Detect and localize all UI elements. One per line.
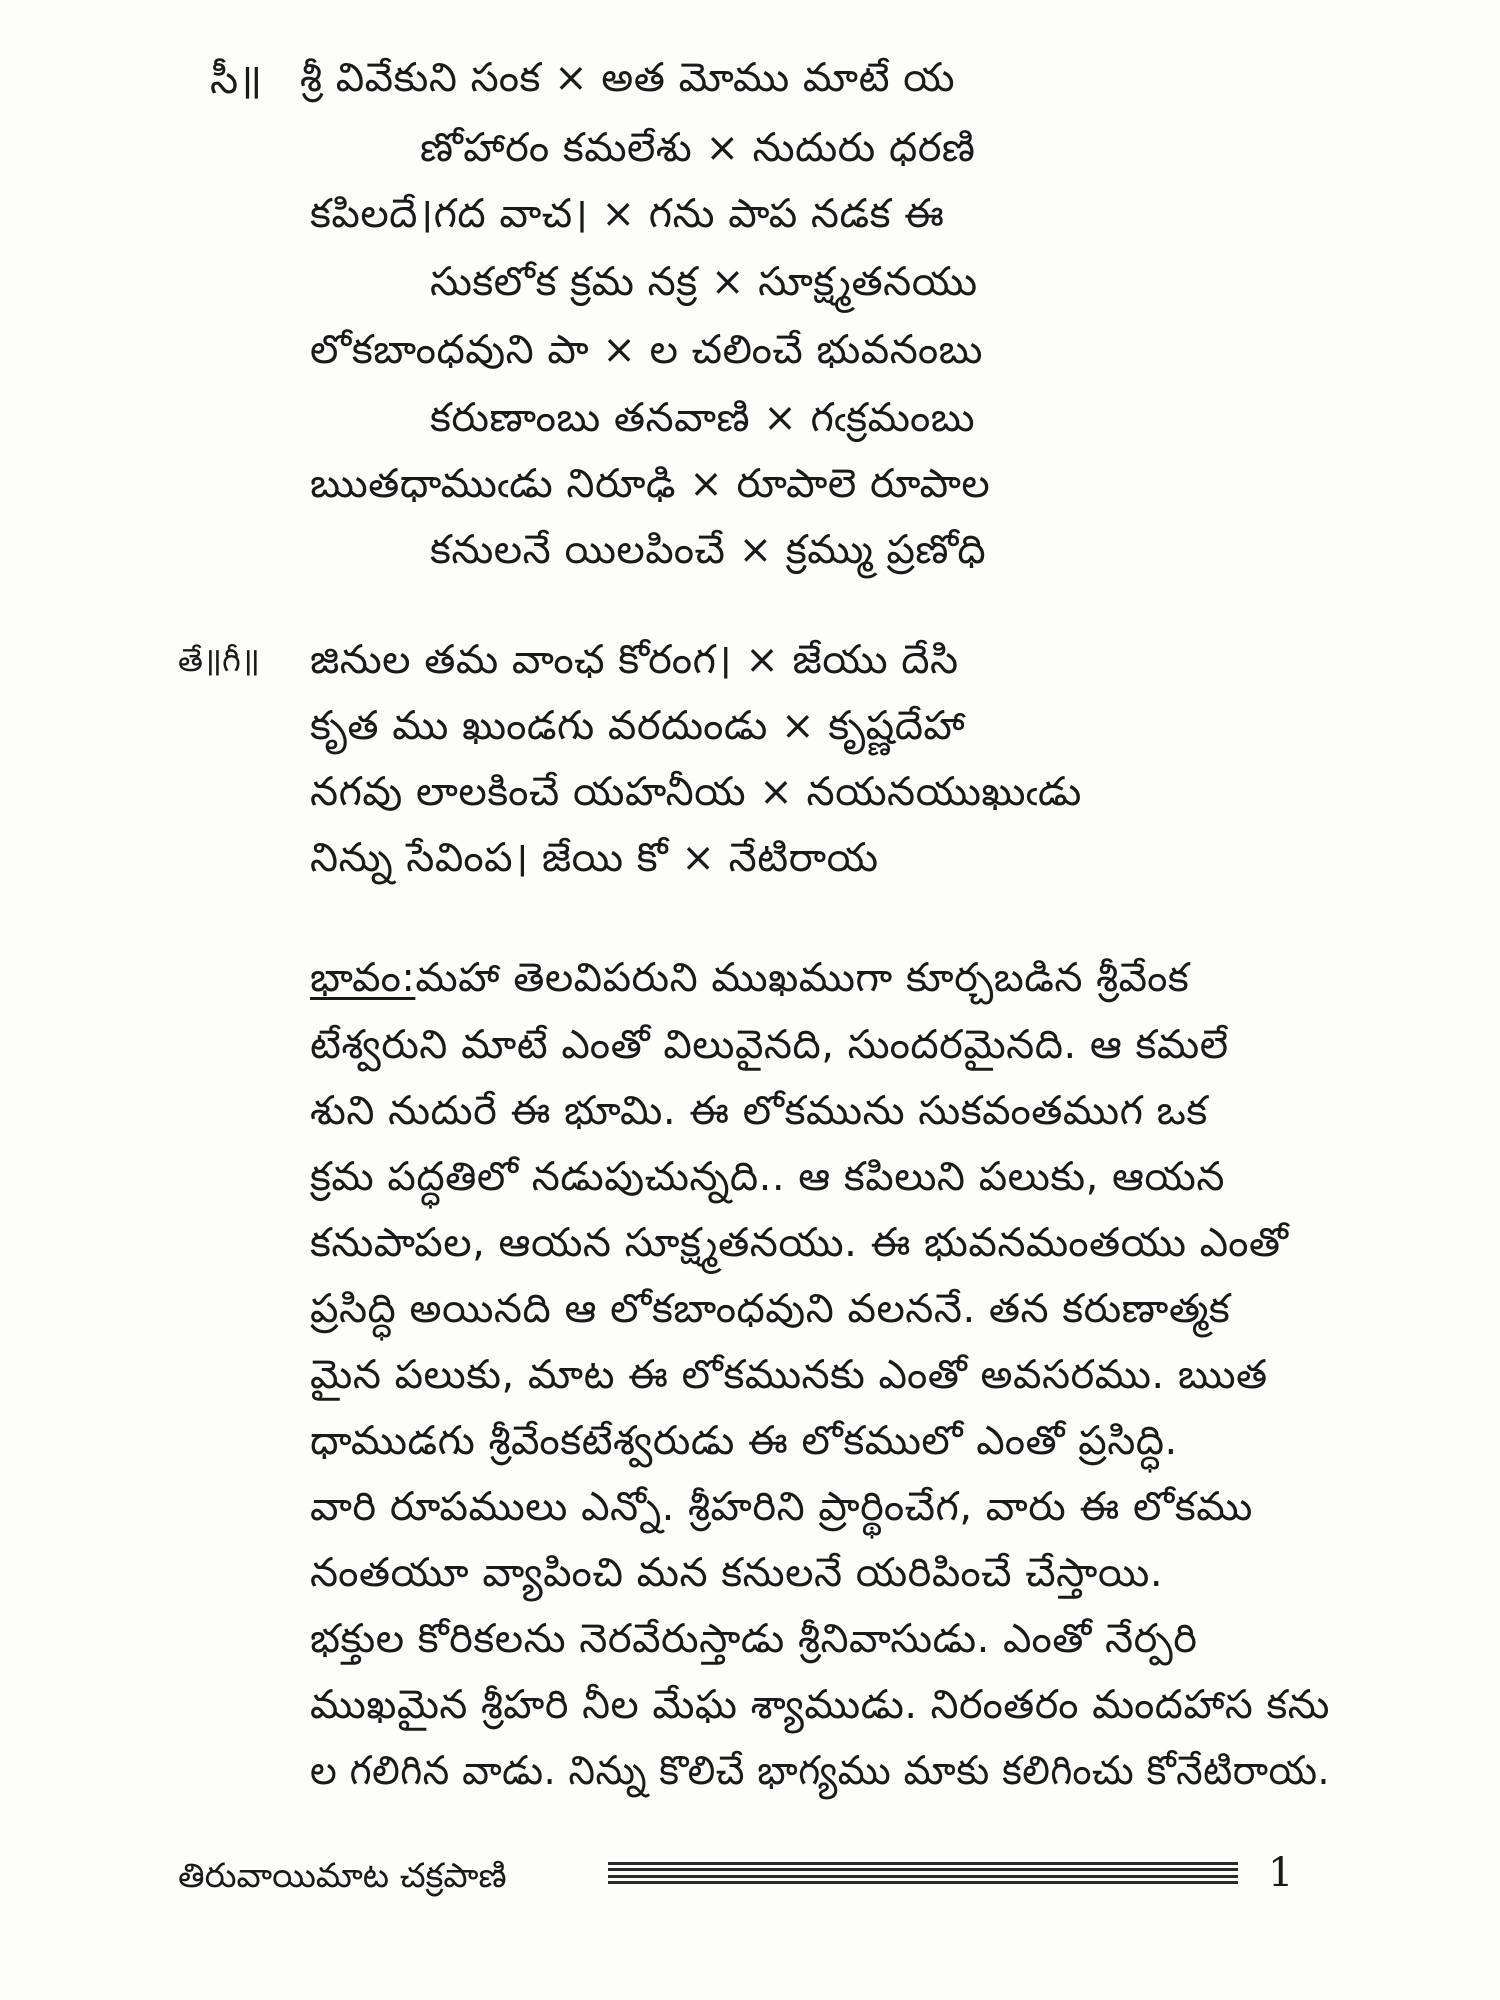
tetageeti-marker: తే॥గీ॥ (178, 641, 260, 679)
bhavam-line-5: కనుపాపల, ఆయన సూక్ష్మతనయు. ఈ భువనమంతయు ఎంతో (310, 1220, 1289, 1266)
bhavam-line-2: టేశ్వరుని మాటే ఎంతో విలువైనది, సుందరమైనది. ఆ కమలే (310, 1022, 1229, 1068)
tetageeti-line-1: జినుల తమ వాంఛ కోరంగ। × జేయు దేసి (310, 637, 959, 683)
bhavam-line-12: ముఖమైన శ్రీహరి నీల మేఘ శ్యాముడు. నిరంతరం మందహాస కను (310, 1682, 1330, 1728)
bhavam-line-7: మైన పలుకు, మాట ఈ లోకమునకు ఎంతో అవసరము. ఋత (310, 1352, 1268, 1398)
bhavam-line-10: నంతయూ వ్యాపించి మన కనులనే యరిపించే చేస్తాయి. (310, 1550, 1164, 1596)
bhavam-line-11: భక్తుల కోరికలను నెరవేరుస్తాడు శ్రీనివాసుడు. ఎంతో నేర్పరి (310, 1616, 1198, 1662)
bhavam-line-1 (310, 955, 1190, 1001)
bhavam-line-8: ధాముడగు శ్రీవేంకటేశ్వరుడు ఈ లోకములో ఎంతో ప్రసిద్ధి. (310, 1418, 1178, 1464)
footer-title: తిరువాయిమాట చక్రపాణి (178, 1856, 507, 1896)
bhavam-line-13: ల గలిగిన వాడు. నిన్ను కొలిచే భాగ్యము మాకు కలిగించు కోనేటిరాయ. (310, 1748, 1330, 1794)
bhavam-line-4: క్రమ పద్ధతిలో నడుపుచున్నది.. ఆ కపిలుని పలుకు, ఆయన (310, 1154, 1225, 1200)
tetageeti-line-4: నిన్ను సేవింప। జేయి కో × నేటిరాయ (310, 835, 879, 881)
seesa-line-8: కనులనే యిలపించే × క్రమ్ము ప్రణోధి (430, 527, 987, 573)
seesa-line-1: శ్రీ వివేకుని సంక × అత మోము మాటే య (300, 55, 956, 101)
bhavam-first-line-text: మహా తెలవిపరుని ముఖముగా కూర్చబడిన శ్రీవేంక (415, 955, 1190, 1001)
footer-rule (608, 1862, 1238, 1884)
seesa-line-4: సుకలోక క్రమ నక్ర × సూక్ష్మతనయు (430, 259, 978, 305)
seesa-line-2: ణోహారం కమలేశు × నుదురు ధరణి (420, 125, 976, 171)
seesa-marker: సీ॥ (210, 57, 263, 103)
seesa-line-7: ఋతధాముఁడు నిరూఢి × రూపాలె రూపాల (310, 461, 991, 507)
seesa-line-6: కరుణాంబు తనవాణి × గఁక్రమంబు (430, 395, 976, 441)
tetageeti-line-3: నగవు లాలకించే యహనీయ × నయనయుఖుఁడు (310, 769, 1082, 815)
page-number: 1 (1268, 1850, 1294, 1896)
bhavam-line-3: శుని నుదురే ఈ భూమి. ఈ లోకమును సుకవంతముగ ఒక (310, 1088, 1208, 1134)
seesa-line-3: కపిలదే।గద వాచ। × గను పాప నడక ఈ (310, 191, 945, 237)
bhavam-line-9: వారి రూపములు ఎన్నో. శ్రీహరిని ప్రార్థించేగ, వారు ఈ లోకము (310, 1484, 1253, 1530)
bhavam-label: భావం: (310, 955, 416, 1001)
tetageeti-line-2: కృత ము ఖుండగు వరదుండు × కృష్ణదేహా (310, 703, 966, 749)
seesa-line-5: లోకబాంధవుని పా × ల చలించే భువనంబు (310, 327, 983, 373)
bhavam-line-6: ప్రసిద్ధి అయినది ఆ లోకబాంధవుని వలననే. తన కరుణాత్మక (310, 1286, 1231, 1332)
